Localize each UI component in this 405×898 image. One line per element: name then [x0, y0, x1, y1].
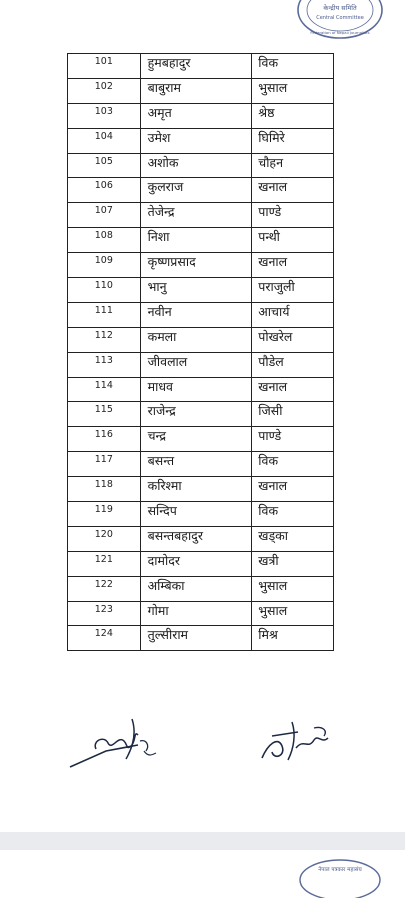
- page-separator: [0, 832, 405, 850]
- last-name-cell: खत्री: [252, 551, 334, 576]
- serial-number-cell: 111: [68, 302, 141, 327]
- table-row: [68, 576, 334, 601]
- table-row: [68, 128, 334, 153]
- serial-number-cell: 116: [68, 427, 141, 452]
- table-row: [68, 228, 334, 253]
- last-name-cell: खनाल: [252, 253, 334, 278]
- last-name-cell: पौडेल: [252, 352, 334, 377]
- first-name-cell: कुलराज: [140, 178, 252, 203]
- first-name-cell: राजेन्द्र: [140, 402, 252, 427]
- member-table: [67, 53, 334, 651]
- last-name-cell: आचार्य: [252, 302, 334, 327]
- seal-line-2: Central Committee: [316, 15, 364, 21]
- last-name-cell: भुसाल: [252, 601, 334, 626]
- serial-number-cell: 105: [68, 153, 141, 178]
- serial-number-cell: 112: [68, 327, 141, 352]
- last-name-cell: पाण्डे: [252, 427, 334, 452]
- serial-number-cell: 113: [68, 352, 141, 377]
- last-name-cell: पन्थी: [252, 228, 334, 253]
- table-row: [68, 352, 334, 377]
- last-name-cell: श्रेष्ठ: [252, 103, 334, 128]
- first-name-cell: बाबुराम: [140, 78, 252, 103]
- first-name-cell: कृष्णप्रसाद: [140, 253, 252, 278]
- table-row: [68, 526, 334, 551]
- table-row: [68, 178, 334, 203]
- table-row: [68, 402, 334, 427]
- table-row: [68, 327, 334, 352]
- table-row: [68, 377, 334, 402]
- first-name-cell: हुमबहादुर: [140, 54, 252, 79]
- seal-line-3: Federation of Nepali Journalists: [310, 30, 370, 35]
- seal-bottom-label: नेपाल पत्रकार महासंघ: [318, 867, 362, 873]
- table-row: [68, 551, 334, 576]
- right-signature: [252, 708, 352, 774]
- serial-number-cell: 123: [68, 601, 141, 626]
- table-row: [68, 626, 334, 651]
- table-row: [68, 502, 334, 527]
- table-row: [68, 253, 334, 278]
- table-row: [68, 601, 334, 626]
- last-name-cell: चौहन: [252, 153, 334, 178]
- serial-number-cell: 115: [68, 402, 141, 427]
- first-name-cell: अम्बिका: [140, 576, 252, 601]
- last-name-cell: खड्का: [252, 526, 334, 551]
- first-name-cell: करिश्मा: [140, 477, 252, 502]
- serial-number-cell: 109: [68, 253, 141, 278]
- serial-number-cell: 120: [68, 526, 141, 551]
- serial-number-cell: 124: [68, 626, 141, 651]
- first-name-cell: निशा: [140, 228, 252, 253]
- organization-seal: [294, 0, 386, 42]
- first-name-cell: उमेश: [140, 128, 252, 153]
- first-name-cell: जीवलाल: [140, 352, 252, 377]
- first-name-cell: तेजेन्द्र: [140, 203, 252, 228]
- table-row: [68, 302, 334, 327]
- serial-number-cell: 122: [68, 576, 141, 601]
- first-name-cell: माधव: [140, 377, 252, 402]
- table-row: [68, 452, 334, 477]
- first-name-cell: बसन्तबहादुर: [140, 526, 252, 551]
- first-name-cell: गोमा: [140, 601, 252, 626]
- serial-number-cell: 107: [68, 203, 141, 228]
- first-name-cell: अमृत: [140, 103, 252, 128]
- serial-number-cell: 104: [68, 128, 141, 153]
- last-name-cell: पोखरेल: [252, 327, 334, 352]
- last-name-cell: जिसी: [252, 402, 334, 427]
- seal-line-1: केन्द्रीय समिति: [323, 4, 357, 12]
- last-name-cell: खनाल: [252, 178, 334, 203]
- last-name-cell: भुसाल: [252, 576, 334, 601]
- serial-number-cell: 101: [68, 54, 141, 79]
- first-name-cell: दामोदर: [140, 551, 252, 576]
- table-row: [68, 477, 334, 502]
- first-name-cell: कमला: [140, 327, 252, 352]
- table-row: [68, 427, 334, 452]
- last-name-cell: विक: [252, 502, 334, 527]
- last-name-cell: खनाल: [252, 377, 334, 402]
- last-name-cell: पाण्डे: [252, 203, 334, 228]
- last-name-cell: विक: [252, 452, 334, 477]
- last-name-cell: खनाल: [252, 477, 334, 502]
- table-row: [68, 103, 334, 128]
- last-name-cell: विक: [252, 54, 334, 79]
- serial-number-cell: 110: [68, 278, 141, 303]
- table-row: [68, 278, 334, 303]
- first-name-cell: सन्दिप: [140, 502, 252, 527]
- table-row: [68, 54, 334, 79]
- first-name-cell: चन्द्र: [140, 427, 252, 452]
- serial-number-cell: 102: [68, 78, 141, 103]
- first-name-cell: अशोक: [140, 153, 252, 178]
- serial-number-cell: 106: [68, 178, 141, 203]
- serial-number-cell: 117: [68, 452, 141, 477]
- table-row: [68, 78, 334, 103]
- table-row: [68, 153, 334, 178]
- serial-number-cell: 118: [68, 477, 141, 502]
- left-signature: [66, 705, 171, 777]
- first-name-cell: नवीन: [140, 302, 252, 327]
- first-name-cell: तुल्सीराम: [140, 626, 252, 651]
- serial-number-cell: 121: [68, 551, 141, 576]
- first-name-cell: बसन्त: [140, 452, 252, 477]
- serial-number-cell: 103: [68, 103, 141, 128]
- serial-number-cell: 114: [68, 377, 141, 402]
- table-row: [68, 203, 334, 228]
- first-name-cell: भानु: [140, 278, 252, 303]
- last-name-cell: मिश्र: [252, 626, 334, 651]
- organization-seal-next-page: [297, 858, 383, 898]
- serial-number-cell: 108: [68, 228, 141, 253]
- serial-number-cell: 119: [68, 502, 141, 527]
- last-name-cell: पराजुली: [252, 278, 334, 303]
- last-name-cell: भुसाल: [252, 78, 334, 103]
- last-name-cell: घिमिरे: [252, 128, 334, 153]
